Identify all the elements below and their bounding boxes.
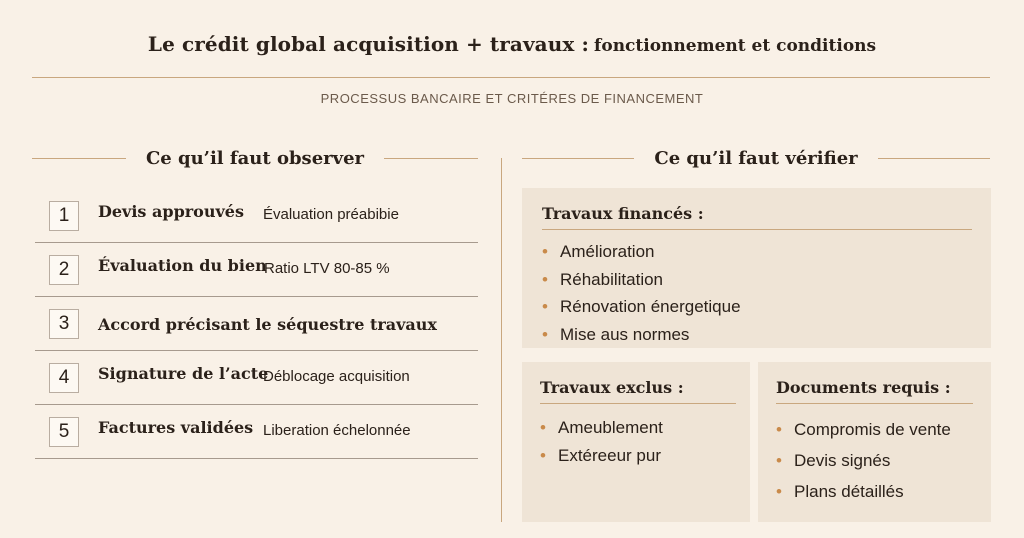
title-divider — [32, 77, 990, 78]
step-label: Signature de l’acte — [98, 364, 269, 383]
list-item: • Ameublement — [540, 414, 736, 442]
heading-rule-left — [522, 158, 634, 159]
page-title — [0, 32, 1024, 56]
financed-works-panel — [522, 188, 991, 348]
step-note: Évaluation préabibie — [263, 206, 399, 223]
heading-rule-right — [384, 158, 478, 159]
steps-list — [35, 189, 478, 459]
step-row — [35, 297, 478, 351]
list-item: • Extéreeur pur — [540, 442, 736, 470]
verify-heading — [522, 144, 990, 172]
step-number-badge: 1 — [49, 201, 79, 231]
step-label: Évaluation du bien — [98, 256, 267, 275]
page-subtitle: PROCESSUS BANCAIRE ET CRITÉRES DE FINANCEMENT — [320, 91, 704, 106]
step-label: Factures validées — [98, 418, 254, 437]
list-item: • Amélioration — [542, 238, 973, 266]
step-row — [35, 189, 478, 243]
column-divider — [501, 158, 502, 522]
heading-rule-left — [32, 158, 126, 159]
step-number-badge: 4 — [49, 363, 79, 393]
list-item: • Réhabilitation — [542, 266, 973, 294]
step-row — [35, 405, 478, 459]
observe-heading — [32, 144, 478, 172]
step-label: Devis approuvés — [98, 202, 244, 221]
observe-heading-text: Ce qu’il faut observer — [145, 147, 365, 169]
panel-title: Travaux financés : — [542, 204, 972, 230]
step-label: Accord précisant le séquestre travaux — [98, 315, 437, 334]
list-item: • Plans détaillés — [776, 476, 973, 507]
step-number-badge: 5 — [49, 417, 79, 447]
title-main: Le crédit global acquisition + travaux : — [147, 32, 589, 56]
required-documents-panel — [758, 362, 991, 522]
excluded-works-list — [540, 414, 736, 470]
step-note: Déblocage acquisition — [263, 368, 410, 385]
required-documents-list — [776, 414, 973, 507]
step-note: Ratio LTV 80-85 % — [264, 260, 390, 277]
verify-heading-text: Ce qu’il faut vérifier — [654, 147, 858, 169]
list-item: • Rénovation énergetique — [542, 293, 973, 321]
step-number-badge: 2 — [49, 255, 79, 285]
panel-title: Travaux exclus : — [540, 378, 736, 404]
heading-rule-right — [878, 158, 990, 159]
step-note: Liberation échelonnée — [263, 422, 411, 439]
list-item: • Compromis de vente — [776, 414, 973, 445]
panel-title: Documents requis : — [776, 378, 973, 404]
title-sub: fonctionnement et conditions — [594, 36, 877, 56]
step-row — [35, 243, 478, 297]
excluded-works-panel — [522, 362, 750, 522]
list-item: • Devis signés — [776, 445, 973, 476]
step-number-badge: 3 — [49, 309, 79, 339]
step-row — [35, 351, 478, 405]
financed-works-list — [542, 238, 973, 348]
list-item: • Mise aus normes — [542, 321, 973, 349]
